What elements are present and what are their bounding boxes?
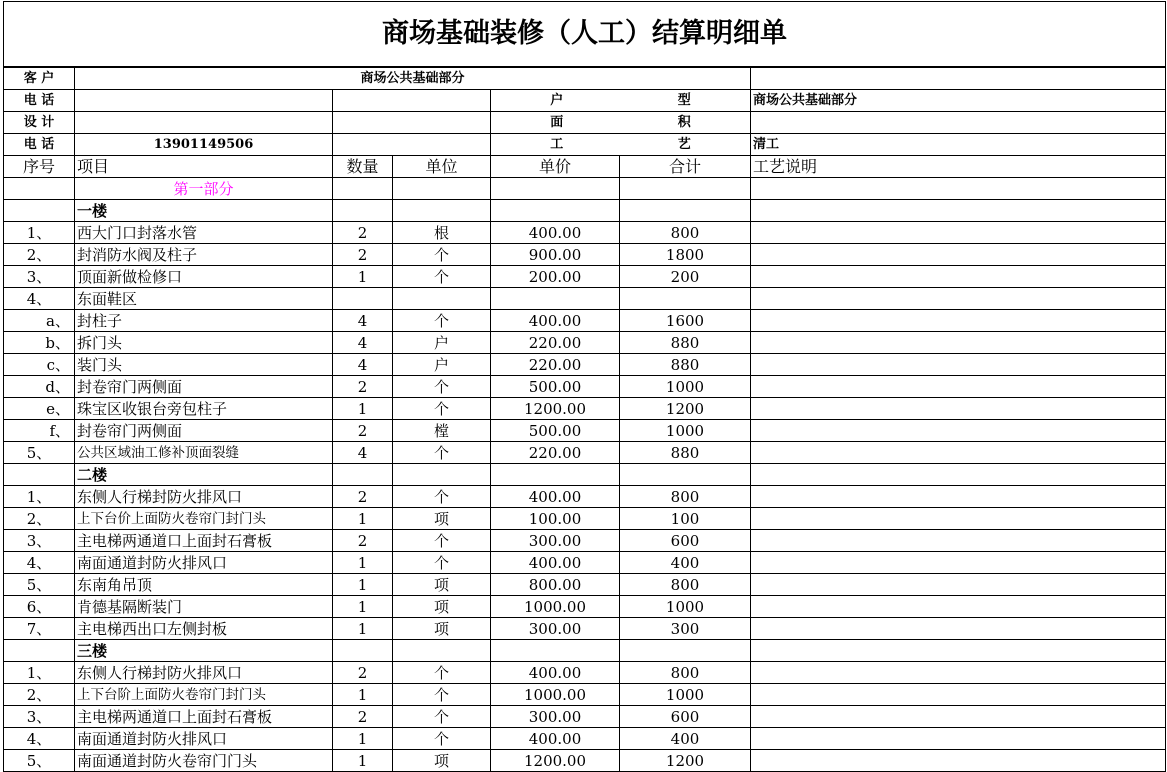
col-header-total: 合计 <box>620 156 751 178</box>
phone2-extra[interactable] <box>333 134 491 156</box>
cell-item[interactable]: 封卷帘门两侧面 <box>75 420 333 442</box>
table-row <box>4 420 1166 442</box>
table-row <box>4 288 1166 310</box>
cell-price[interactable]: 400.00 <box>491 662 620 684</box>
craft-value[interactable]: 清工 <box>751 134 1166 156</box>
cell-unit[interactable]: 个 <box>393 442 491 464</box>
cell-unit[interactable]: 项 <box>393 574 491 596</box>
cell-no[interactable]: 1、 <box>4 662 75 684</box>
cell-price[interactable] <box>491 464 620 486</box>
cell-item[interactable]: 公共区域油工修补顶面裂缝 <box>75 442 333 464</box>
cell-unit[interactable]: 项 <box>393 508 491 530</box>
cell-total[interactable]: 1000 <box>620 420 751 442</box>
cell-qty[interactable]: 1 <box>333 508 393 530</box>
cell-total[interactable]: 400 <box>620 552 751 574</box>
col-header-notes: 工艺说明 <box>751 156 1166 178</box>
cell-qty[interactable]: 1 <box>333 684 393 706</box>
cell-no[interactable]: f、 <box>4 420 75 442</box>
cell-price[interactable]: 300.00 <box>491 706 620 728</box>
cell-unit[interactable]: 根 <box>393 222 491 244</box>
cell-item[interactable]: 顶面新做检修口 <box>75 266 333 288</box>
cell-no[interactable]: 6、 <box>4 596 75 618</box>
table-row <box>4 552 1166 574</box>
cell-price[interactable]: 300.00 <box>491 618 620 640</box>
cell-total[interactable] <box>620 640 751 662</box>
cell-unit[interactable]: 项 <box>393 596 491 618</box>
cell-notes[interactable] <box>751 310 1166 332</box>
area-label: 面 积 <box>491 112 751 134</box>
cell-notes[interactable] <box>751 618 1166 640</box>
cell-total[interactable] <box>620 464 751 486</box>
cell-no[interactable]: 2、 <box>4 508 75 530</box>
cell-item[interactable]: 肯德基隔断装门 <box>75 596 333 618</box>
cell-unit[interactable] <box>393 640 491 662</box>
cell-unit[interactable]: 个 <box>393 398 491 420</box>
design-extra[interactable] <box>333 112 491 134</box>
col-header-no: 序号 <box>4 156 75 178</box>
cell-total[interactable]: 300 <box>620 618 751 640</box>
cell-unit[interactable]: 个 <box>393 310 491 332</box>
cell-qty[interactable]: 1 <box>333 750 393 772</box>
cell-unit[interactable]: 个 <box>393 266 491 288</box>
cell-price[interactable]: 900.00 <box>491 244 620 266</box>
sheet-title: 商场基础装修（人工）结算明细单 <box>4 2 1166 68</box>
table-row <box>4 266 1166 288</box>
cell-price[interactable]: 400.00 <box>491 728 620 750</box>
cell-notes[interactable] <box>751 464 1166 486</box>
cell-item[interactable]: 东南角吊顶 <box>75 574 333 596</box>
cell-notes[interactable] <box>751 376 1166 398</box>
cell-notes[interactable] <box>751 398 1166 420</box>
phone-extra[interactable] <box>333 90 491 112</box>
cell-price[interactable]: 400.00 <box>491 310 620 332</box>
customer-note[interactable] <box>751 67 1166 90</box>
table-row <box>4 530 1166 552</box>
cell-no[interactable]: 3、 <box>4 266 75 288</box>
cell-no[interactable]: 5、 <box>4 750 75 772</box>
cell-item[interactable]: 上下台阶上面防火卷帘门封门头 <box>75 684 333 706</box>
cell-qty[interactable]: 2 <box>333 420 393 442</box>
cell-notes[interactable] <box>751 662 1166 684</box>
cell-total[interactable]: 880 <box>620 332 751 354</box>
design-label: 设 计 <box>4 112 75 134</box>
cell-no[interactable]: 5、 <box>4 442 75 464</box>
cell-total[interactable]: 100 <box>620 508 751 530</box>
cell-total[interactable]: 400 <box>620 728 751 750</box>
phone2-value[interactable]: 13901149506 <box>75 134 333 156</box>
cell-no[interactable]: b、 <box>4 332 75 354</box>
cell-qty[interactable]: 1 <box>333 398 393 420</box>
cell-notes[interactable] <box>751 552 1166 574</box>
cell-total[interactable]: 200 <box>620 266 751 288</box>
cell-price[interactable]: 1000.00 <box>491 596 620 618</box>
cell-unit[interactable]: 项 <box>393 750 491 772</box>
cell-total[interactable]: 600 <box>620 706 751 728</box>
cell-no[interactable] <box>4 464 75 486</box>
cell-no[interactable]: 4、 <box>4 728 75 750</box>
cell-unit[interactable]: 樘 <box>393 420 491 442</box>
phone-value[interactable] <box>75 90 333 112</box>
cell-notes[interactable] <box>751 640 1166 662</box>
table-row <box>4 398 1166 420</box>
cell-no[interactable]: d、 <box>4 376 75 398</box>
cell-price[interactable]: 400.00 <box>491 222 620 244</box>
cell-qty[interactable]: 1 <box>333 728 393 750</box>
section-row <box>4 178 1166 200</box>
cell-total[interactable]: 800 <box>620 486 751 508</box>
design-value[interactable] <box>75 112 333 134</box>
cell-price[interactable] <box>491 640 620 662</box>
cell-item[interactable]: 南面通道封防火卷帘门门头 <box>75 750 333 772</box>
cell-unit[interactable]: 个 <box>393 728 491 750</box>
table-row <box>4 728 1166 750</box>
cell-no[interactable]: 2、 <box>4 244 75 266</box>
table-row <box>4 376 1166 398</box>
cell-price[interactable]: 200.00 <box>491 266 620 288</box>
cell-item[interactable]: 东侧人行梯封防火排风口 <box>75 662 333 684</box>
house-type-value[interactable]: 商场公共基础部分 <box>751 90 1166 112</box>
cell-notes[interactable] <box>751 684 1166 706</box>
cell-notes[interactable] <box>751 442 1166 464</box>
cell-notes[interactable] <box>751 420 1166 442</box>
cell-item[interactable]: 主电梯西出口左侧封板 <box>75 618 333 640</box>
cell-qty[interactable]: 2 <box>333 222 393 244</box>
cell-price[interactable]: 400.00 <box>491 552 620 574</box>
cell-qty[interactable]: 2 <box>333 376 393 398</box>
cell-total[interactable]: 600 <box>620 530 751 552</box>
cell-unit[interactable] <box>393 464 491 486</box>
cell-qty[interactable]: 2 <box>333 706 393 728</box>
cell-notes[interactable] <box>751 332 1166 354</box>
cell-qty[interactable]: 2 <box>333 662 393 684</box>
cell-price[interactable]: 500.00 <box>491 420 620 442</box>
house-type-label: 户 型 <box>491 90 751 112</box>
table-row <box>4 332 1166 354</box>
cell-qty[interactable]: 4 <box>333 354 393 376</box>
cell-price[interactable]: 500.00 <box>491 376 620 398</box>
cell-unit[interactable]: 户 <box>393 354 491 376</box>
cell-unit[interactable]: 个 <box>393 376 491 398</box>
cell-unit[interactable]: 个 <box>393 530 491 552</box>
cell-item[interactable]: 三楼 <box>75 640 333 662</box>
cell-total[interactable]: 800 <box>620 574 751 596</box>
col-header-price: 单价 <box>491 156 620 178</box>
cell-unit[interactable]: 个 <box>393 552 491 574</box>
cell-item[interactable]: 西大门口封落水管 <box>75 222 333 244</box>
cell-total[interactable]: 1000 <box>620 376 751 398</box>
cell-qty[interactable]: 4 <box>333 332 393 354</box>
table-row <box>4 618 1166 640</box>
table-row <box>4 574 1166 596</box>
cell-total[interactable]: 1800 <box>620 244 751 266</box>
cell-no[interactable]: 1、 <box>4 486 75 508</box>
settlement-sheet <box>3 1 1166 772</box>
cell-qty[interactable]: 1 <box>333 574 393 596</box>
cell-price[interactable]: 800.00 <box>491 574 620 596</box>
cell-notes[interactable] <box>751 706 1166 728</box>
cell-price[interactable]: 220.00 <box>491 332 620 354</box>
cell-unit[interactable] <box>393 288 491 310</box>
table-row <box>4 508 1166 530</box>
cell-no[interactable]: c、 <box>4 354 75 376</box>
cell-unit[interactable]: 个 <box>393 244 491 266</box>
cell-total[interactable]: 1600 <box>620 310 751 332</box>
cell-price[interactable]: 400.00 <box>491 486 620 508</box>
cell-no[interactable]: 5、 <box>4 574 75 596</box>
cell-price[interactable]: 1000.00 <box>491 684 620 706</box>
cell-no[interactable]: 3、 <box>4 706 75 728</box>
table-row <box>4 354 1166 376</box>
cell-notes[interactable] <box>751 266 1166 288</box>
cell-no[interactable]: 4、 <box>4 288 75 310</box>
cell-item[interactable]: 拆门头 <box>75 332 333 354</box>
cell-unit[interactable]: 个 <box>393 486 491 508</box>
cell-total[interactable]: 800 <box>620 222 751 244</box>
cell-no[interactable]: 4、 <box>4 552 75 574</box>
table-row <box>4 706 1166 728</box>
table-row <box>4 442 1166 464</box>
group-row <box>4 640 1166 662</box>
cell-notes[interactable] <box>751 354 1166 376</box>
cell-total[interactable]: 800 <box>620 662 751 684</box>
cell-item[interactable]: 南面通道封防火排风口 <box>75 552 333 574</box>
col-header-qty: 数量 <box>333 156 393 178</box>
cell-unit[interactable]: 项 <box>393 618 491 640</box>
cell-item[interactable]: 封柱子 <box>75 310 333 332</box>
group-row <box>4 464 1166 486</box>
cell-qty[interactable] <box>333 640 393 662</box>
cell-no[interactable]: 1、 <box>4 222 75 244</box>
phone-label: 电 话 <box>4 90 75 112</box>
cell-qty[interactable]: 1 <box>333 266 393 288</box>
area-value[interactable] <box>751 112 1166 134</box>
cell-total[interactable]: 1200 <box>620 750 751 772</box>
cell-unit[interactable]: 户 <box>393 332 491 354</box>
cell-qty[interactable]: 1 <box>333 552 393 574</box>
cell-price[interactable]: 220.00 <box>491 442 620 464</box>
phone2-label: 电 话 <box>4 134 75 156</box>
cell-total[interactable]: 1000 <box>620 596 751 618</box>
cell-notes[interactable] <box>751 200 1166 222</box>
cell-item[interactable]: 一楼 <box>75 200 333 222</box>
table-row <box>4 222 1166 244</box>
cell-unit[interactable] <box>393 200 491 222</box>
cell-unit[interactable]: 个 <box>393 684 491 706</box>
cell-notes[interactable] <box>751 244 1166 266</box>
cell-notes[interactable] <box>751 222 1166 244</box>
column-header-row <box>4 156 1166 178</box>
cell-notes[interactable] <box>751 486 1166 508</box>
cell-item[interactable]: 东侧人行梯封防火排风口 <box>75 486 333 508</box>
col-header-item: 项目 <box>75 156 333 178</box>
cell-item[interactable]: 主电梯两通道口上面封石膏板 <box>75 706 333 728</box>
cell-qty[interactable]: 1 <box>333 618 393 640</box>
cell-qty[interactable]: 1 <box>333 596 393 618</box>
group-row <box>4 200 1166 222</box>
cell-notes[interactable] <box>751 728 1166 750</box>
table-row <box>4 596 1166 618</box>
cell-no[interactable]: 2、 <box>4 684 75 706</box>
cell-qty[interactable]: 4 <box>333 442 393 464</box>
cell-total[interactable] <box>620 200 751 222</box>
table-row <box>4 486 1166 508</box>
cell-notes[interactable] <box>751 574 1166 596</box>
cell-total[interactable]: 1000 <box>620 684 751 706</box>
cell-item[interactable]: 装门头 <box>75 354 333 376</box>
cell-item[interactable]: 东面鞋区 <box>75 288 333 310</box>
section-label: 第一部分 <box>75 178 333 200</box>
col-header-unit: 单位 <box>393 156 491 178</box>
cell-price[interactable] <box>491 200 620 222</box>
cell-item[interactable]: 主电梯两通道口上面封石膏板 <box>75 530 333 552</box>
table-row <box>4 310 1166 332</box>
cell-no[interactable]: 7、 <box>4 618 75 640</box>
cell-price[interactable] <box>491 288 620 310</box>
cell-no[interactable] <box>4 200 75 222</box>
cell-notes[interactable] <box>751 530 1166 552</box>
table-row <box>4 244 1166 266</box>
cell-total[interactable]: 880 <box>620 354 751 376</box>
cell-no[interactable]: e、 <box>4 398 75 420</box>
cell-price[interactable]: 100.00 <box>491 508 620 530</box>
cell-item[interactable]: 南面通道封防火排风口 <box>75 728 333 750</box>
cell-qty[interactable]: 2 <box>333 486 393 508</box>
cell-total[interactable]: 1200 <box>620 398 751 420</box>
cell-no[interactable] <box>4 640 75 662</box>
table-row <box>4 750 1166 772</box>
cell-qty[interactable]: 2 <box>333 244 393 266</box>
cell-unit[interactable]: 个 <box>393 662 491 684</box>
cell-item[interactable]: 珠宝区收银台旁包柱子 <box>75 398 333 420</box>
craft-label: 工 艺 <box>491 134 751 156</box>
cell-item[interactable]: 二楼 <box>75 464 333 486</box>
cell-notes[interactable] <box>751 508 1166 530</box>
customer-label: 客 户 <box>4 67 75 90</box>
cell-price[interactable]: 300.00 <box>491 530 620 552</box>
customer-value[interactable]: 商场公共基础部分 <box>75 67 751 90</box>
cell-price[interactable]: 1200.00 <box>491 398 620 420</box>
cell-price[interactable]: 1200.00 <box>491 750 620 772</box>
cell-qty[interactable] <box>333 288 393 310</box>
cell-unit[interactable]: 个 <box>393 706 491 728</box>
cell-qty[interactable]: 4 <box>333 310 393 332</box>
cell-notes[interactable] <box>751 596 1166 618</box>
cell-total[interactable]: 880 <box>620 442 751 464</box>
cell-notes[interactable] <box>751 750 1166 772</box>
cell-item[interactable]: 上下台价上面防火卷帘门封门头 <box>75 508 333 530</box>
cell-qty[interactable]: 2 <box>333 530 393 552</box>
cell-qty[interactable] <box>333 464 393 486</box>
cell-item[interactable]: 封卷帘门两侧面 <box>75 376 333 398</box>
cell-no[interactable]: 3、 <box>4 530 75 552</box>
cell-notes[interactable] <box>751 288 1166 310</box>
cell-item[interactable]: 封消防水阀及柱子 <box>75 244 333 266</box>
table-row <box>4 684 1166 706</box>
cell-no[interactable]: a、 <box>4 310 75 332</box>
cell-qty[interactable] <box>333 200 393 222</box>
table-row <box>4 662 1166 684</box>
cell-total[interactable] <box>620 288 751 310</box>
cell-price[interactable]: 220.00 <box>491 354 620 376</box>
